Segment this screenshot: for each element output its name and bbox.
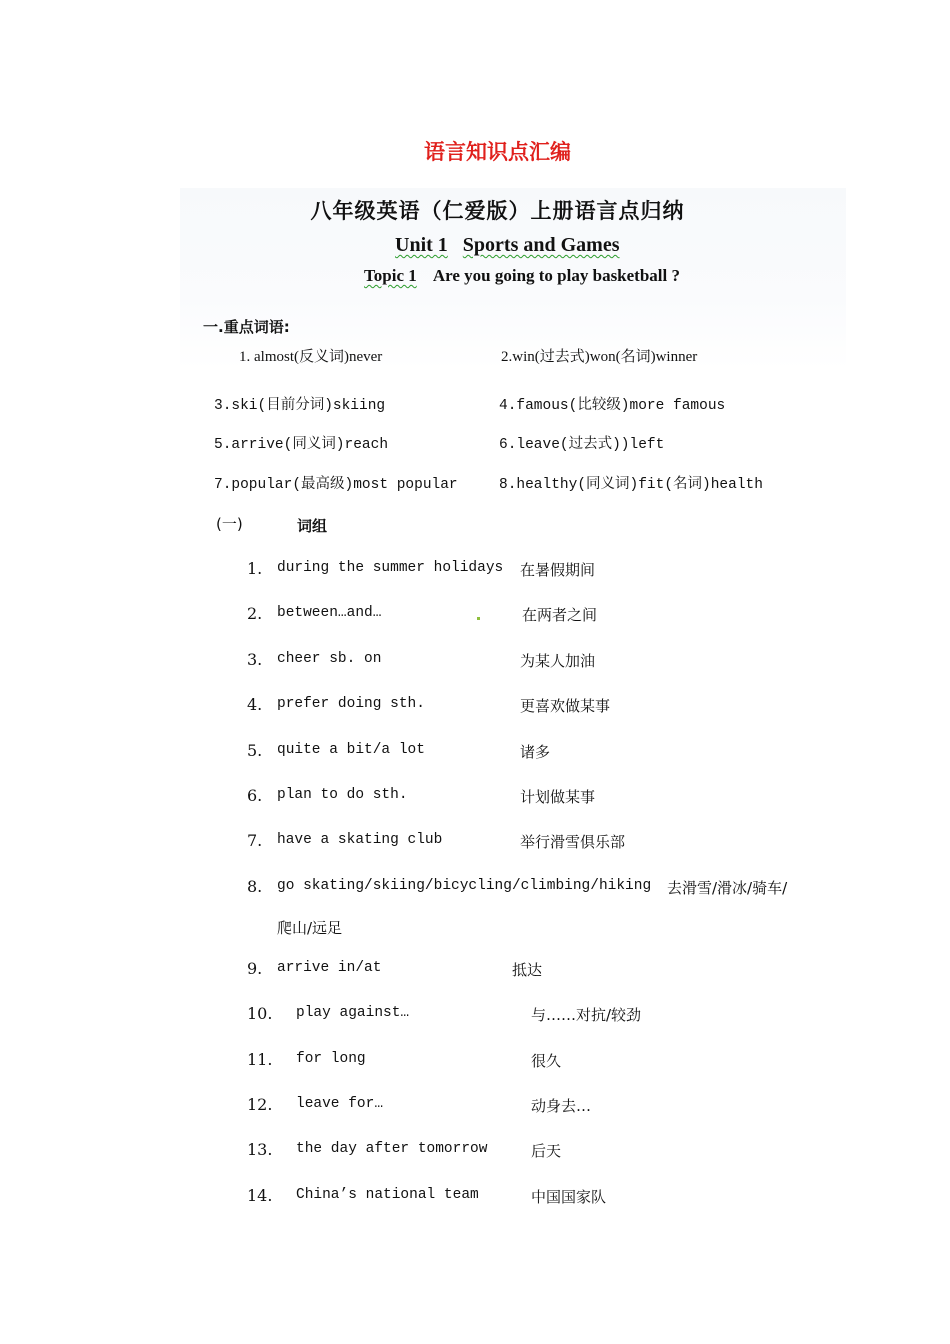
phrase-english: between…and…: [277, 605, 382, 621]
phrase-chinese: 中国国家队: [531, 1188, 607, 1206]
page-title: 语言知识点汇编: [424, 140, 571, 164]
phrase-english: go skating/skiing/bicycling/climbing/hiking: [277, 878, 652, 894]
phrase-english: China’s national team: [296, 1187, 479, 1203]
phrase-chinese: 动身去…: [531, 1097, 592, 1115]
phrase-chinese: 更喜欢做某事: [520, 697, 611, 715]
phrase-english: plan to do sth.: [277, 787, 408, 803]
phrases-heading: 词组: [297, 517, 328, 535]
key-word-6: 6.leave(过去式))left: [499, 437, 665, 453]
phrase-english: the day after tomorrow: [296, 1141, 488, 1157]
phrase-chinese-continued: 爬山/远足: [277, 919, 343, 937]
phrase-english: arrive in/at: [277, 960, 382, 976]
key-words-heading: 一.重点词语:: [203, 318, 290, 336]
phrases-marker: (一): [216, 515, 243, 533]
phrase-english: for long: [296, 1051, 366, 1067]
unit-title: Sports and Games: [462, 234, 620, 256]
phrase-number: 7.: [247, 831, 263, 850]
phrase-chinese: 计划做某事: [520, 788, 596, 806]
unit-label: Unit 1: [395, 234, 448, 256]
phrase-chinese: 诸多: [520, 743, 551, 761]
phrase-chinese: 后天: [531, 1142, 562, 1160]
phrase-chinese: 与……对抗/较劲: [531, 1006, 642, 1024]
phrase-english: quite a bit/a lot: [277, 742, 425, 758]
topic-heading: [364, 266, 680, 286]
phrase-number: 13.: [247, 1140, 273, 1159]
phrase-number: 14.: [247, 1186, 273, 1205]
key-word-4: 4.famous(比较级)more famous: [499, 398, 726, 414]
phrase-english: have a skating club: [277, 832, 443, 848]
key-word-7: 7.popular(最高级)most popular: [214, 477, 458, 493]
phrase-english: prefer doing sth.: [277, 696, 425, 712]
key-word-1: 1. almost(反义词)never: [239, 349, 383, 365]
phrase-english: leave for…: [296, 1096, 384, 1112]
phrase-number: 8.: [247, 877, 263, 896]
phrase-number: 1.: [247, 559, 263, 578]
phrase-number: 10.: [247, 1004, 273, 1023]
phrase-number: 4.: [247, 695, 263, 714]
key-word-8: 8.healthy(同义词)fit(名词)health: [499, 477, 763, 493]
phrase-number: 9.: [247, 959, 263, 978]
key-word-2: 2.win(过去式)won(名词)winner: [501, 349, 698, 365]
stray-dot: [477, 617, 480, 620]
key-word-5: 5.arrive(同义词)reach: [214, 437, 389, 453]
phrase-number: 2.: [247, 604, 263, 623]
key-word-3: 3.ski(目前分词)skiing: [214, 398, 386, 414]
phrase-chinese: 举行滑雪俱乐部: [520, 833, 626, 851]
phrase-chinese: 在两者之间: [522, 606, 598, 624]
phrase-number: 5.: [247, 741, 263, 760]
book-title: 八年级英语（仁爱版）上册语言点归纳: [310, 199, 685, 223]
unit-heading: [395, 234, 620, 257]
phrase-number: 6.: [247, 786, 263, 805]
phrase-chinese: 很久: [531, 1052, 562, 1070]
topic-label: Topic 1: [364, 266, 417, 285]
phrase-english: play against…: [296, 1005, 410, 1021]
phrase-chinese: 去滑雪/滑冰/骑车/: [667, 879, 788, 897]
phrase-english: cheer sb. on: [277, 651, 382, 667]
phrase-number: 11.: [247, 1050, 273, 1069]
phrase-english: during the summer holidays: [277, 560, 504, 576]
topic-title: Are you going to play basketball ?: [432, 266, 680, 285]
phrase-chinese: 在暑假期间: [520, 561, 596, 579]
phrase-chinese: 抵达: [512, 961, 543, 979]
phrase-number: 12.: [247, 1095, 273, 1114]
phrase-number: 3.: [247, 650, 263, 669]
phrase-chinese: 为某人加油: [520, 652, 596, 670]
